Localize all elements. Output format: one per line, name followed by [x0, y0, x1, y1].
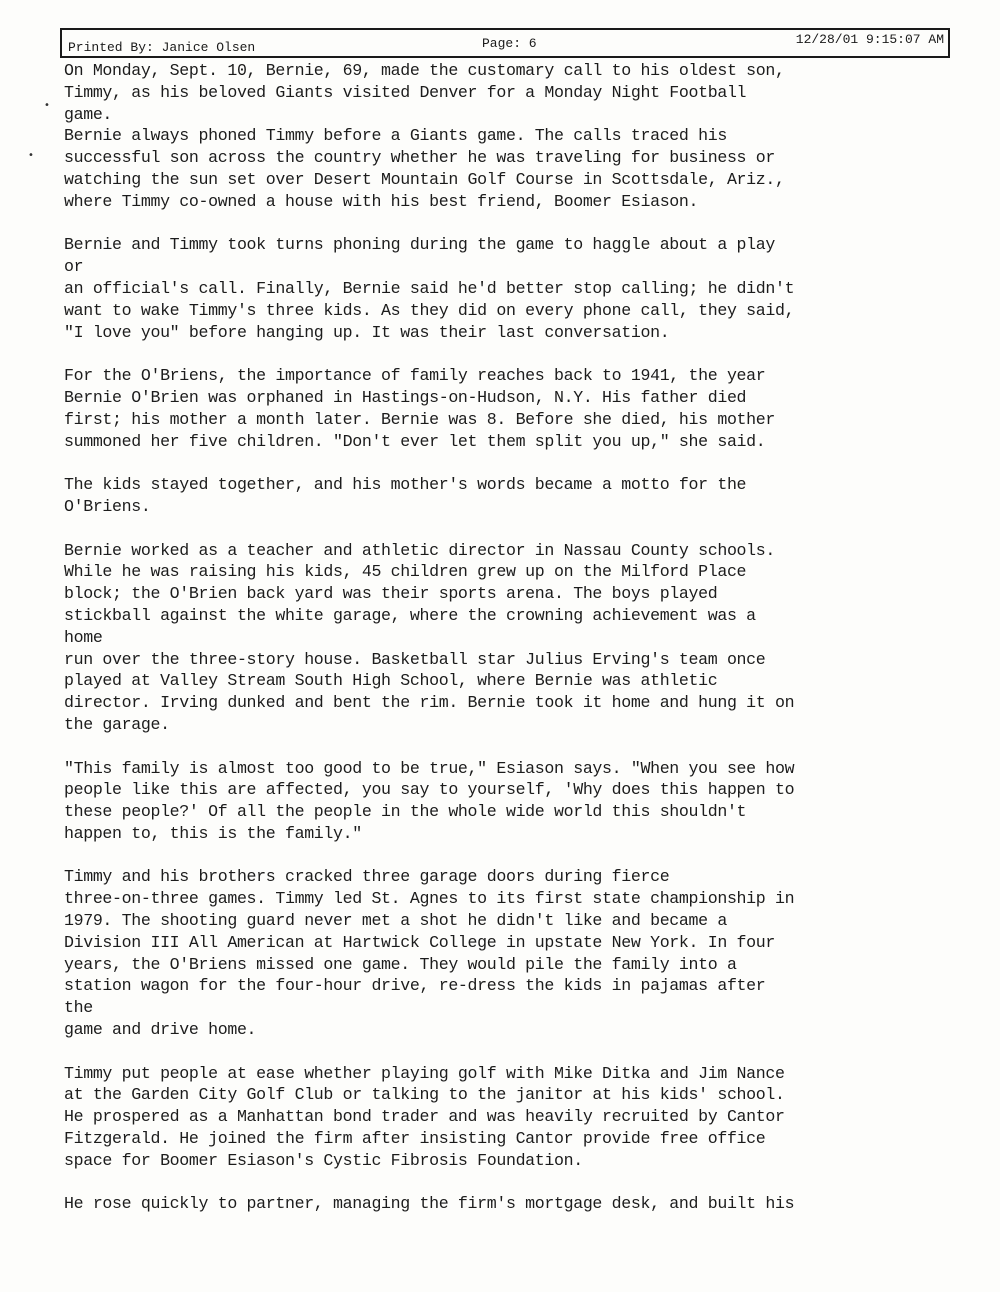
text-line: at the Garden City Golf Club or talking to the janitor at his kids' school.: [64, 1085, 785, 1105]
text-line: these people?' Of all the people in the whole wide world this shouldn't: [64, 802, 747, 822]
text-line: O'Briens.: [64, 496, 151, 516]
text-line: station wagon for the four-hour drive, re-dress the kids in pajamas after: [64, 976, 766, 996]
text-line: space for Boomer Esiason's Cystic Fibrosis Foundation.: [64, 1150, 583, 1170]
text-line: run over the three-story house. Basketball star Julius Erving's team once: [64, 649, 766, 669]
text-line: Fitzgerald. He joined the firm after insisting Cantor provide free office: [64, 1129, 766, 1149]
article-body: [64, 60, 844, 1237]
text-line: stickball against the white garage, where the crowning achievement was a: [64, 605, 756, 625]
article-paragraph: [64, 60, 844, 213]
text-line: 1979. The shooting guard never met a shot he didn't like and became a: [64, 911, 727, 931]
text-line: summoned her five children. "Don't ever let them split you up," she said.: [64, 431, 766, 451]
text-line: years, the O'Briens missed one game. They would pile the family into a: [64, 954, 737, 974]
text-line: the: [64, 998, 93, 1018]
text-line: where Timmy co-owned a house with his best friend, Boomer Esiason.: [64, 191, 699, 211]
text-line: block; the O'Brien back yard was their sports arena. The boys played: [64, 584, 718, 604]
article-paragraph: [64, 474, 844, 518]
text-line: happen to, this is the family.": [64, 823, 362, 843]
text-line: While he was raising his kids, 45 children grew up on the Milford Place: [64, 562, 747, 582]
text-line: Bernie and Timmy took turns phoning during the game to haggle about a play: [64, 235, 775, 255]
text-line: people like this are affected, you say to yourself, 'Why does this happen to: [64, 780, 795, 800]
text-line: played at Valley Stream South High School, where Bernie was athletic: [64, 671, 718, 691]
text-line: or: [64, 257, 84, 277]
article-paragraph: [64, 540, 844, 736]
text-line: He prospered as a Manhattan bond trader and was heavily recruited by Cantor: [64, 1107, 785, 1127]
print-header: [60, 28, 950, 58]
text-line: "I love you" before hanging up. It was their last conversation.: [64, 322, 670, 342]
text-line: Timmy put people at ease whether playing golf with Mike Ditka and Jim Nance: [64, 1063, 785, 1083]
text-line: first; his mother a month later. Bernie was 8. Before she died, his mother: [64, 409, 775, 429]
scan-speck: •: [28, 150, 34, 161]
text-line: For the O'Briens, the importance of family reaches back to 1941, the year: [64, 366, 766, 386]
page-number: Page: 6: [482, 36, 537, 51]
text-line: On Monday, Sept. 10, Bernie, 69, made the customary call to his oldest son,: [64, 61, 785, 80]
text-line: The kids stayed together, and his mother's words became a motto for the: [64, 475, 747, 495]
text-line: want to wake Timmy's three kids. As they did on every phone call, they said,: [64, 300, 795, 320]
text-line: game.: [64, 104, 113, 124]
text-line: three-on-three games. Timmy led St. Agnes to its first state championship in: [64, 889, 795, 909]
text-line: Timmy and his brothers cracked three garage doors during fierce: [64, 867, 670, 887]
article-paragraph: [64, 1063, 844, 1172]
text-line: game and drive home.: [64, 1020, 257, 1040]
article-paragraph: [64, 365, 844, 452]
text-line: director. Irving dunked and bent the rim. Bernie took it home and hung it on: [64, 693, 795, 713]
printed-by-label: Printed By: Janice Olsen: [68, 40, 256, 55]
article-paragraph: [64, 758, 844, 845]
article-paragraph: [64, 866, 844, 1040]
text-line: home: [64, 627, 103, 647]
text-line: He rose quickly to partner, managing the firm's mortgage desk, and built his: [64, 1194, 795, 1214]
scan-speck: •: [44, 100, 50, 111]
text-line: Division III All American at Hartwick College in upstate New York. In four: [64, 932, 775, 952]
article-paragraph: [64, 234, 844, 343]
text-line: Timmy, as his beloved Giants visited Denver for a Monday Night Football: [64, 82, 747, 102]
text-line: watching the sun set over Desert Mountain Golf Course in Scottsdale, Ariz.,: [64, 169, 785, 189]
text-line: Bernie worked as a teacher and athletic director in Nassau County schools.: [64, 540, 775, 560]
text-line: "This family is almost too good to be true," Esiason says. "When you see how: [64, 758, 795, 778]
text-line: Bernie O'Brien was orphaned in Hastings-on-Hudson, N.Y. His father died: [64, 387, 747, 407]
text-line: successful son across the country whether he was traveling for business or: [64, 148, 775, 168]
text-line: an official's call. Finally, Bernie said he'd better stop calling; he didn't: [64, 278, 795, 298]
text-line: Bernie always phoned Timmy before a Giants game. The calls traced his: [64, 126, 727, 146]
text-line: the garage.: [64, 714, 170, 734]
print-datetime: 12/28/01 9:15:07 AM: [795, 32, 944, 47]
article-paragraph: [64, 1193, 844, 1215]
